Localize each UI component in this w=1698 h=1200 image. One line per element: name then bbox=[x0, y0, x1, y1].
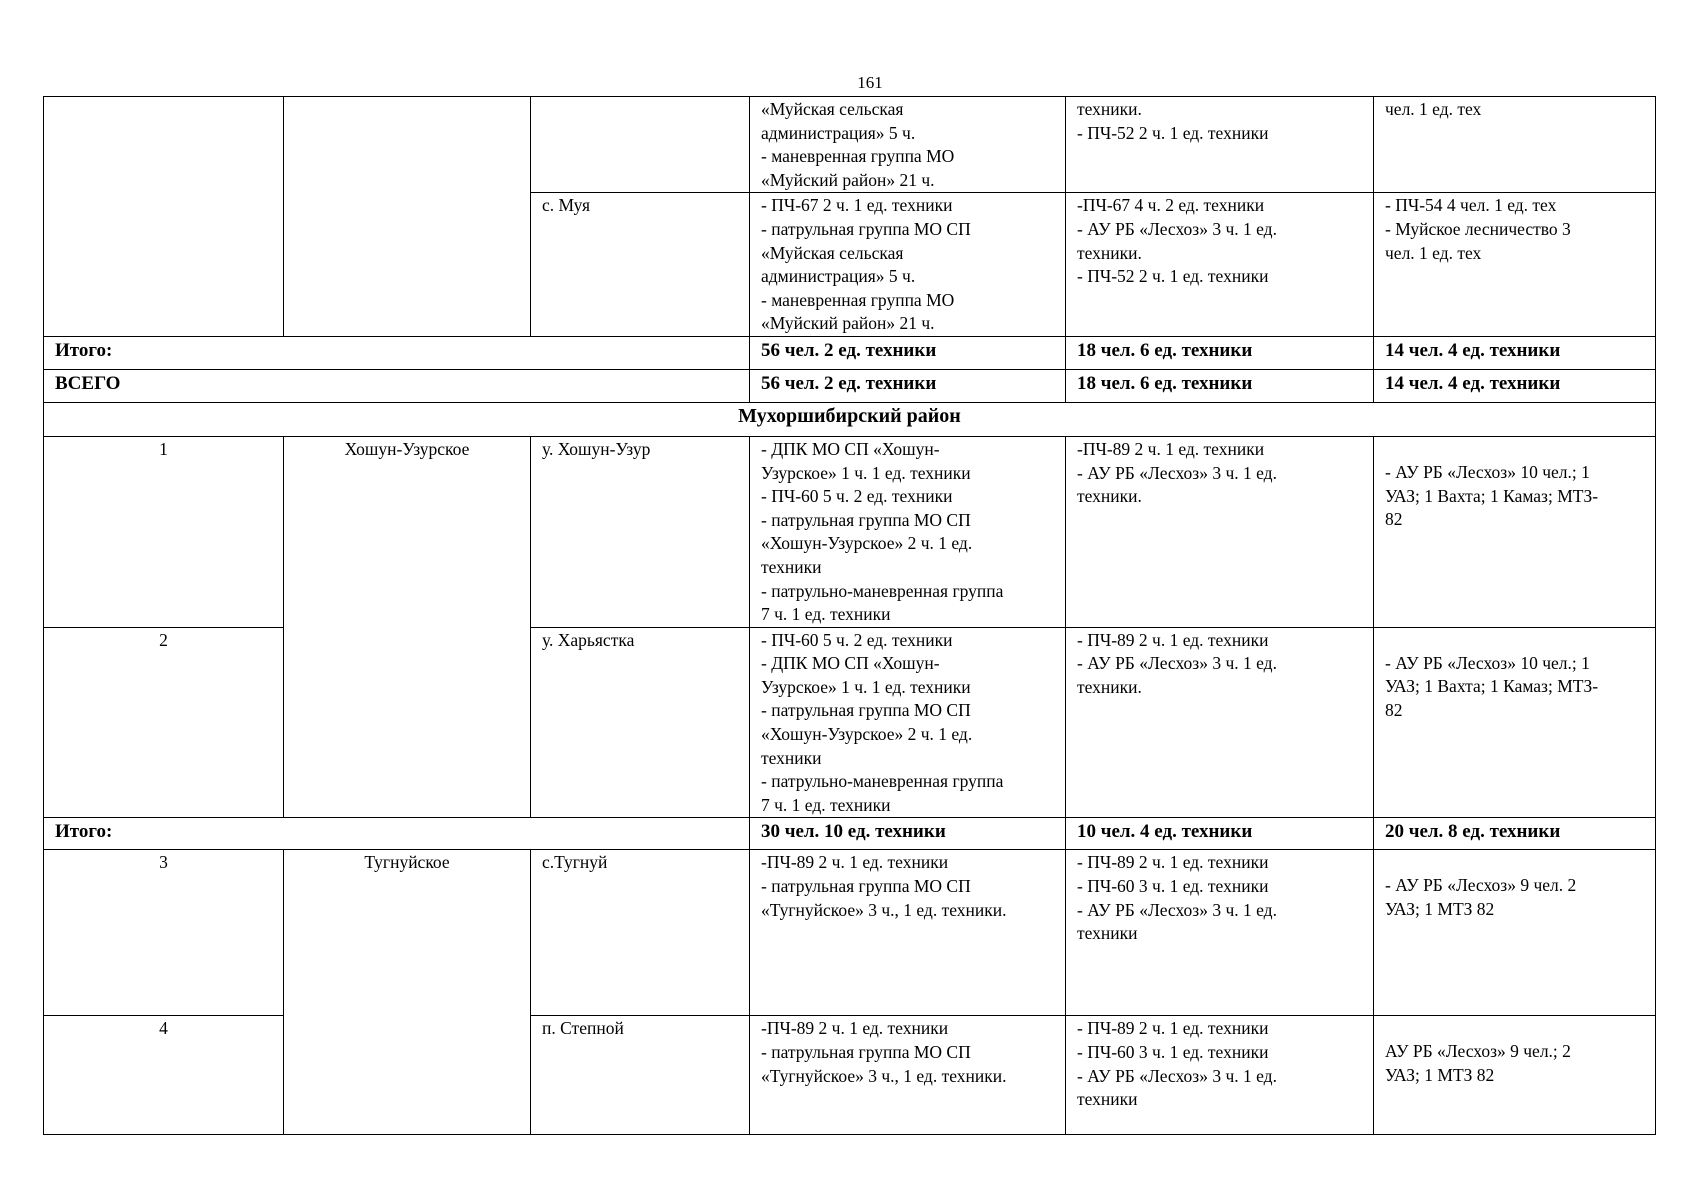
sp-cell: Тугнуйское bbox=[284, 850, 531, 1135]
cell-line: техники. bbox=[1077, 486, 1142, 507]
settlement-cell: с. Муя bbox=[531, 193, 750, 337]
total-label: Итого: bbox=[44, 336, 750, 369]
cell-line: - ПЧ-60 5 ч. 2 ед. техники bbox=[761, 629, 953, 650]
cell-line: -ПЧ-89 2 ч. 1 ед. техники bbox=[1077, 438, 1265, 459]
cell-line: - ДПК МО СП «Хошун- bbox=[761, 653, 940, 674]
other-cell bbox=[1374, 627, 1656, 818]
cell-line: УАЗ; 1 Вахта; 1 Камаз; МТЗ- bbox=[1385, 485, 1599, 506]
forces-cell bbox=[750, 1016, 1066, 1135]
page-number: 161 bbox=[857, 73, 883, 92]
cell-line: - ПЧ-89 2 ч. 1 ед. техники bbox=[1077, 852, 1269, 873]
cell-line: - ПЧ-60 3 ч. 1 ед. техники bbox=[1077, 1042, 1269, 1063]
cell-line: - маневренная группа МО bbox=[761, 289, 955, 310]
grand-total-row bbox=[44, 369, 1656, 402]
cell-line: 82 bbox=[1385, 509, 1403, 530]
table-row bbox=[44, 850, 1656, 1016]
cell-line: «Хошун-Узурское» 2 ч. 1 ед. bbox=[761, 724, 973, 745]
num-cell: 1 bbox=[44, 436, 284, 627]
table-row bbox=[44, 97, 1656, 193]
cell-line: техники. bbox=[1077, 242, 1142, 263]
settlement-cell bbox=[531, 97, 750, 193]
cell-line: УАЗ; 1 МТЗ 82 bbox=[1385, 1065, 1495, 1086]
cell-line: - патрульная группа МО СП bbox=[761, 876, 971, 897]
cell-line: техники. bbox=[1077, 676, 1142, 697]
total-forces: 56 чел. 2 ед. техники bbox=[750, 336, 1066, 369]
cell-line: - ПЧ-89 2 ч. 1 ед. техники bbox=[1077, 629, 1269, 650]
cell-line: -ПЧ-67 4 ч. 2 ед. техники bbox=[1077, 195, 1265, 216]
grand-total-other: 14 чел. 4 ед. техники bbox=[1374, 369, 1656, 402]
cell-line: «Тугнуйское» 3 ч., 1 ед. техники. bbox=[761, 1065, 1007, 1086]
other-cell bbox=[1374, 97, 1656, 193]
total-row bbox=[44, 818, 1656, 850]
reserve-cell bbox=[1066, 193, 1374, 337]
cell-line: «Муйский район» 21 ч. bbox=[761, 313, 935, 334]
num-cell: 4 bbox=[44, 1016, 284, 1135]
table-row bbox=[44, 436, 1656, 627]
cell-line: техники bbox=[761, 747, 822, 768]
cell-line: - ПЧ-60 3 ч. 1 ед. техники bbox=[1077, 876, 1269, 897]
forces-cell bbox=[750, 436, 1066, 627]
forces-cell bbox=[750, 193, 1066, 337]
cell-line: - патрульная группа МО СП bbox=[761, 509, 971, 530]
other-cell bbox=[1374, 1016, 1656, 1135]
cell-line: -ПЧ-89 2 ч. 1 ед. техники bbox=[761, 852, 949, 873]
cell-line: - ПЧ-52 2 ч. 1 ед. техники bbox=[1077, 266, 1269, 287]
cell-line: - АУ РБ «Лесхоз» 3 ч. 1 ед. bbox=[1077, 462, 1277, 483]
other-cell bbox=[1374, 436, 1656, 627]
cell-line: чел. 1 ед. тех bbox=[1385, 99, 1482, 119]
total-reserve: 10 чел. 4 ед. техники bbox=[1066, 818, 1374, 850]
total-label: Итого: bbox=[44, 818, 750, 850]
forces-cell bbox=[750, 627, 1066, 818]
settlement-cell: у. Харьястка bbox=[531, 627, 750, 818]
cell-line: - патрульно-маневренная группа bbox=[761, 580, 1004, 601]
cell-line: Узурское» 1 ч. 1 ед. техники bbox=[761, 462, 971, 483]
cell-line: - Муйское лесничество 3 bbox=[1385, 218, 1571, 239]
cell-line: - АУ РБ «Лесхоз» 3 ч. 1 ед. bbox=[1077, 899, 1277, 920]
cell-line: - АУ РБ «Лесхоз» 10 чел.; 1 bbox=[1385, 461, 1590, 482]
num-cell: 3 bbox=[44, 850, 284, 1016]
cell-line: техники bbox=[1077, 923, 1138, 944]
cell-line: чел. 1 ед. тех bbox=[1385, 242, 1482, 263]
cell-line: - АУ РБ «Лесхоз» 9 чел. 2 bbox=[1385, 875, 1577, 896]
num-cell: 2 bbox=[44, 627, 284, 818]
cell-line: - патрульная группа МО СП bbox=[761, 218, 971, 239]
cell-line: «Хошун-Узурское» 2 ч. 1 ед. bbox=[761, 533, 973, 554]
cell-line: администрация» 5 ч. bbox=[761, 122, 916, 143]
total-reserve: 18 чел. 6 ед. техники bbox=[1066, 336, 1374, 369]
reserve-cell bbox=[1066, 97, 1374, 193]
cell-line: Узурское» 1 ч. 1 ед. техники bbox=[761, 676, 971, 697]
cell-line: техники. bbox=[1077, 99, 1142, 119]
cell-line: -ПЧ-89 2 ч. 1 ед. техники bbox=[761, 1018, 949, 1039]
reserve-cell bbox=[1066, 850, 1374, 1016]
forces-table bbox=[43, 96, 1656, 1135]
sp-cell bbox=[284, 97, 531, 337]
cell-line: - патрульная группа МО СП bbox=[761, 1042, 971, 1063]
cell-line: - ПЧ-67 2 ч. 1 ед. техники bbox=[761, 195, 953, 216]
cell-line: - АУ РБ «Лесхоз» 3 ч. 1 ед. bbox=[1077, 218, 1277, 239]
other-cell bbox=[1374, 850, 1656, 1016]
cell-line: 7 ч. 1 ед. техники bbox=[761, 794, 891, 815]
cell-line: - патрульно-маневренная группа bbox=[761, 771, 1004, 792]
cell-line: техники bbox=[761, 556, 822, 577]
cell-line: 7 ч. 1 ед. техники bbox=[761, 604, 891, 625]
cell-line: «Муйская сельская bbox=[761, 99, 904, 119]
reserve-cell bbox=[1066, 1016, 1374, 1135]
reserve-cell bbox=[1066, 436, 1374, 627]
cell-line: АУ РБ «Лесхоз» 9 чел.; 2 bbox=[1385, 1041, 1571, 1062]
cell-line: - ПЧ-52 2 ч. 1 ед. техники bbox=[1077, 122, 1269, 143]
cell-line: 82 bbox=[1385, 699, 1403, 720]
settlement-cell: п. Степной bbox=[531, 1016, 750, 1135]
grand-total-label: ВСЕГО bbox=[44, 369, 750, 402]
forces-cell bbox=[750, 97, 1066, 193]
grand-total-reserve: 18 чел. 6 ед. техники bbox=[1066, 369, 1374, 402]
other-cell bbox=[1374, 193, 1656, 337]
cell-line: - АУ РБ «Лесхоз» 3 ч. 1 ед. bbox=[1077, 1065, 1277, 1086]
sp-cell: Хошун-Узурское bbox=[284, 436, 531, 818]
total-other: 14 чел. 4 ед. техники bbox=[1374, 336, 1656, 369]
cell-line: техники bbox=[1077, 1089, 1138, 1110]
cell-line: - АУ РБ «Лесхоз» 3 ч. 1 ед. bbox=[1077, 653, 1277, 674]
num-cell bbox=[44, 97, 284, 337]
cell-line: «Тугнуйское» 3 ч., 1 ед. техники. bbox=[761, 899, 1007, 920]
cell-line: администрация» 5 ч. bbox=[761, 266, 916, 287]
cell-line: УАЗ; 1 МТЗ 82 bbox=[1385, 899, 1495, 920]
total-forces: 30 чел. 10 ед. техники bbox=[750, 818, 1066, 850]
district-header-row bbox=[44, 402, 1656, 436]
cell-line: - ПЧ-60 5 ч. 2 ед. техники bbox=[761, 486, 953, 507]
district-title: Мухоршибирский район bbox=[44, 402, 1656, 436]
cell-line: - маневренная группа МО bbox=[761, 146, 955, 167]
forces-cell bbox=[750, 850, 1066, 1016]
cell-line: - АУ РБ «Лесхоз» 10 чел.; 1 bbox=[1385, 652, 1590, 673]
grand-total-forces: 56 чел. 2 ед. техники bbox=[750, 369, 1066, 402]
total-row bbox=[44, 336, 1656, 369]
cell-line: «Муйская сельская bbox=[761, 242, 904, 263]
cell-line: УАЗ; 1 Вахта; 1 Камаз; МТЗ- bbox=[1385, 676, 1599, 697]
settlement-cell: с.Тугнуй bbox=[531, 850, 750, 1016]
cell-line: «Муйский район» 21 ч. bbox=[761, 169, 935, 190]
total-other: 20 чел. 8 ед. техники bbox=[1374, 818, 1656, 850]
cell-line: - ПЧ-54 4 чел. 1 ед. тех bbox=[1385, 195, 1557, 216]
cell-line: - ДПК МО СП «Хошун- bbox=[761, 438, 940, 459]
cell-line: - ПЧ-89 2 ч. 1 ед. техники bbox=[1077, 1018, 1269, 1039]
cell-line: - патрульная группа МО СП bbox=[761, 700, 971, 721]
reserve-cell bbox=[1066, 627, 1374, 818]
settlement-cell: у. Хошун-Узур bbox=[531, 436, 750, 627]
